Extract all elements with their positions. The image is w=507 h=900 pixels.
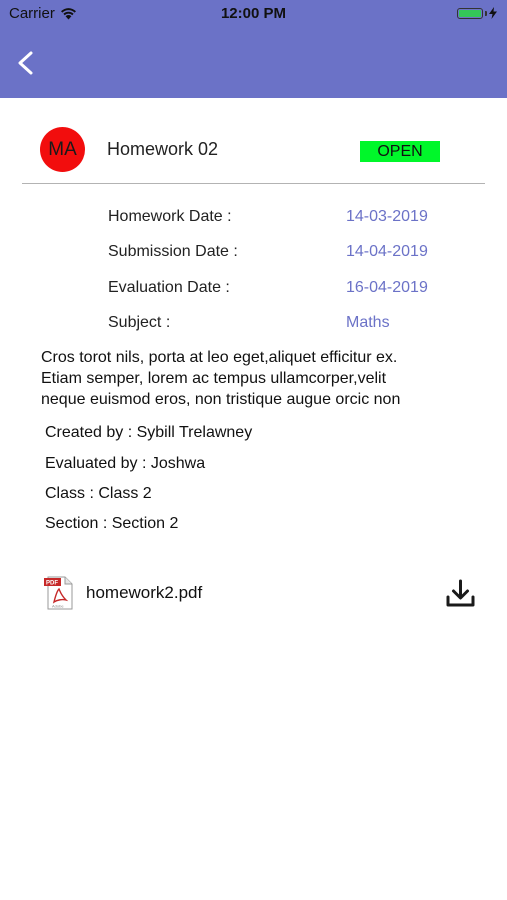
- subject-label: Subject :: [108, 314, 171, 331]
- back-button[interactable]: [12, 46, 40, 80]
- description-line: neque euismod eros, non tristique augue orcic non: [41, 391, 401, 408]
- section-info: Section : Section 2: [45, 515, 179, 532]
- carrier-label: Carrier: [9, 5, 55, 22]
- pdf-badge-text: PDF: [46, 580, 58, 587]
- attachment-file-name[interactable]: homework2.pdf: [86, 583, 203, 602]
- class-info: Class : Class 2: [45, 485, 152, 502]
- description-line: Cros torot nils, porta at leo eget,aliquet efficitur ex.: [41, 349, 398, 366]
- submission-date-label: Submission Date :: [108, 243, 238, 260]
- homework-title: Homework 02: [107, 139, 219, 159]
- divider: [22, 183, 485, 184]
- battery-indicator: [457, 7, 497, 19]
- status-time: 12:00 PM: [220, 5, 287, 22]
- homework-description: [41, 347, 481, 410]
- download-button[interactable]: [444, 577, 477, 610]
- charging-bolt-icon: [489, 7, 497, 19]
- status-badge: OPEN: [360, 141, 440, 162]
- adobe-text: Adobe: [52, 603, 64, 609]
- homework-date-value: 14-03-2019: [346, 208, 428, 225]
- battery-fill: [459, 10, 481, 17]
- evaluated-by: Evaluated by : Joshwa: [45, 455, 206, 472]
- evaluation-date-label: Evaluation Date :: [108, 279, 230, 296]
- submission-date-value: 14-04-2019: [346, 243, 428, 260]
- evaluation-date-value: 16-04-2019: [346, 279, 428, 296]
- battery-tip: [485, 11, 487, 16]
- chevron-left-icon: [12, 46, 40, 80]
- homework-date-label: Homework Date :: [108, 208, 232, 225]
- nav-header: [0, 0, 507, 98]
- description-line: Etiam semper, lorem ac tempus ullamcorper,velit: [41, 370, 387, 387]
- download-icon: [444, 577, 477, 610]
- created-by: Created by : Sybill Trelawney: [45, 424, 253, 441]
- avatar: [40, 127, 85, 172]
- battery-icon: [457, 8, 483, 19]
- avatar-initials: MA: [48, 138, 77, 160]
- pdf-file-icon: [44, 576, 74, 610]
- subject-value: Maths: [346, 314, 390, 331]
- status-bar: [0, 0, 507, 26]
